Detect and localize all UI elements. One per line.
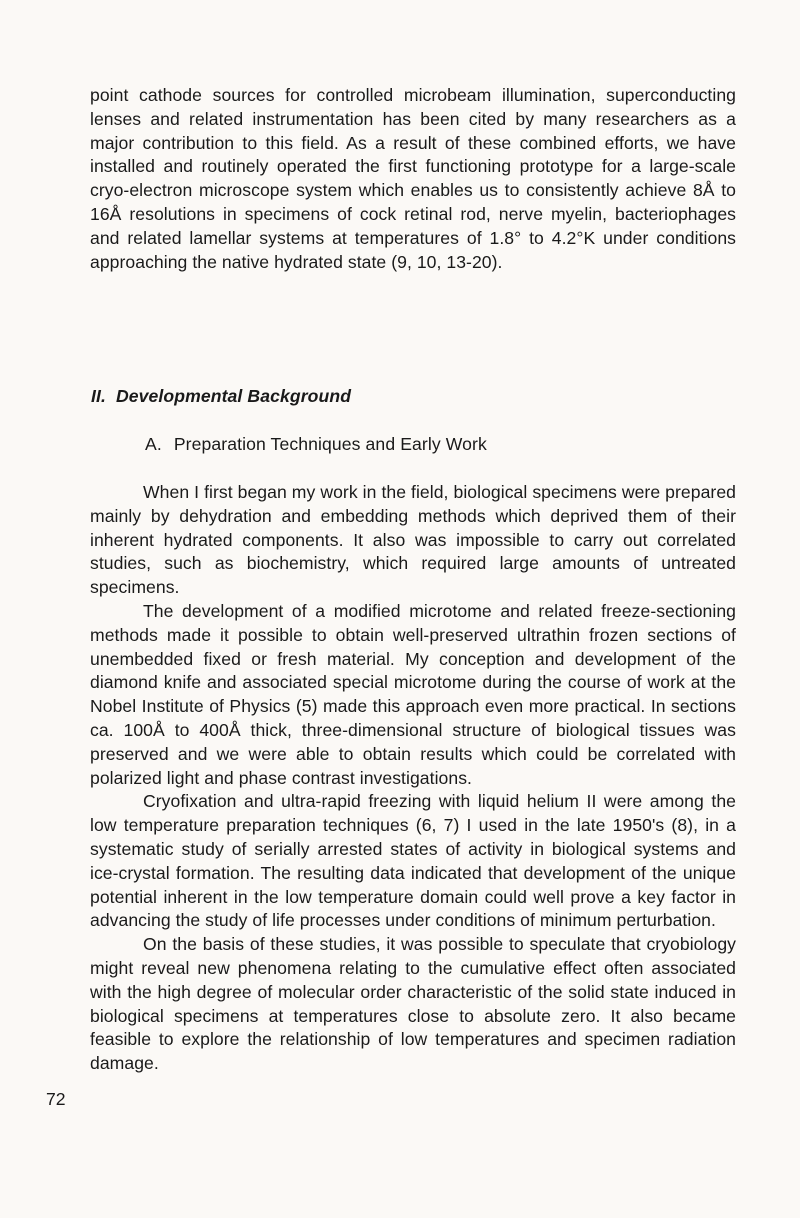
body-paragraph: When I first began my work in the field, biological specimens were prepared mainly by dehydration and embedding methods which deprived them of their inherent hydrated components. It also was impossible to carry out correlated studies, such as biochemistry, which required large amounts of untreated specimens. bbox=[90, 482, 736, 598]
body-paragraph: Cryofixation and ultra-rapid freezing with liquid helium II were among the low temperature preparation techniques (6, 7) I used in the late 1950's (8), in a systematic study of serially arrested states of activity in biological systems and ice-crystal formation. The resulting data indicated that development of the unique potential inherent in the low temperature domain could well prove a key factor in advancing the study of life processes under conditions of minimum perturbation. bbox=[90, 791, 736, 931]
subsection-number: A. bbox=[145, 434, 162, 454]
subsection-heading bbox=[145, 434, 487, 455]
body-paragraph: The development of a modified microtome and related freeze-sectioning methods made it possible to obtain well-preserved ultrathin frozen sections of unembedded fixed or fresh material. My conception and development of the diamond knife and associated special microtome during the course of work at the Nobel Institute of Physics (5) made this approach even more practical. In sections ca. 100Å to 400Å thick, three-dimensional structure of biological tissues was preserved and we were able to obtain results which could be correlated with polarized light and phase contrast investigations. bbox=[90, 600, 736, 788]
subsection-title: Preparation Techniques and Early Work bbox=[173, 434, 487, 454]
section-title: Developmental Background bbox=[115, 386, 352, 406]
body-text-block bbox=[90, 481, 736, 1076]
intro-paragraph: point cathode sources for controlled microbeam illumination, superconducting lenses and related instrumentation has been cited by many researchers as a major contribution to this field. As a result of these combined efforts, we have installed and routinely operated the first functioning prototype for a large-scale cryo-electron microscope system which enables us to consistently achieve 8Å to 16Å resolutions in specimens of cock retinal rod, nerve myelin, bacteriophages and related lamellar systems at temperatures of 1.8° to 4.2°K under conditions approaching the native hydrated state (9, 10, 13-20). bbox=[90, 85, 736, 272]
page-number: 72 bbox=[46, 1089, 66, 1109]
section-heading bbox=[91, 386, 351, 407]
intro-text-block bbox=[90, 84, 736, 274]
section-number: II. bbox=[91, 386, 106, 406]
body-paragraph: On the basis of these studies, it was possible to speculate that cryobiology might reveal new phenomena relating to the cumulative effect often associated with the high degree of molecular order characteristic of the solid state induced in biological specimens at temperatures close to absolute zero. It also became feasible to explore the relationship of low temperatures and specimen radiation damage. bbox=[90, 934, 736, 1074]
